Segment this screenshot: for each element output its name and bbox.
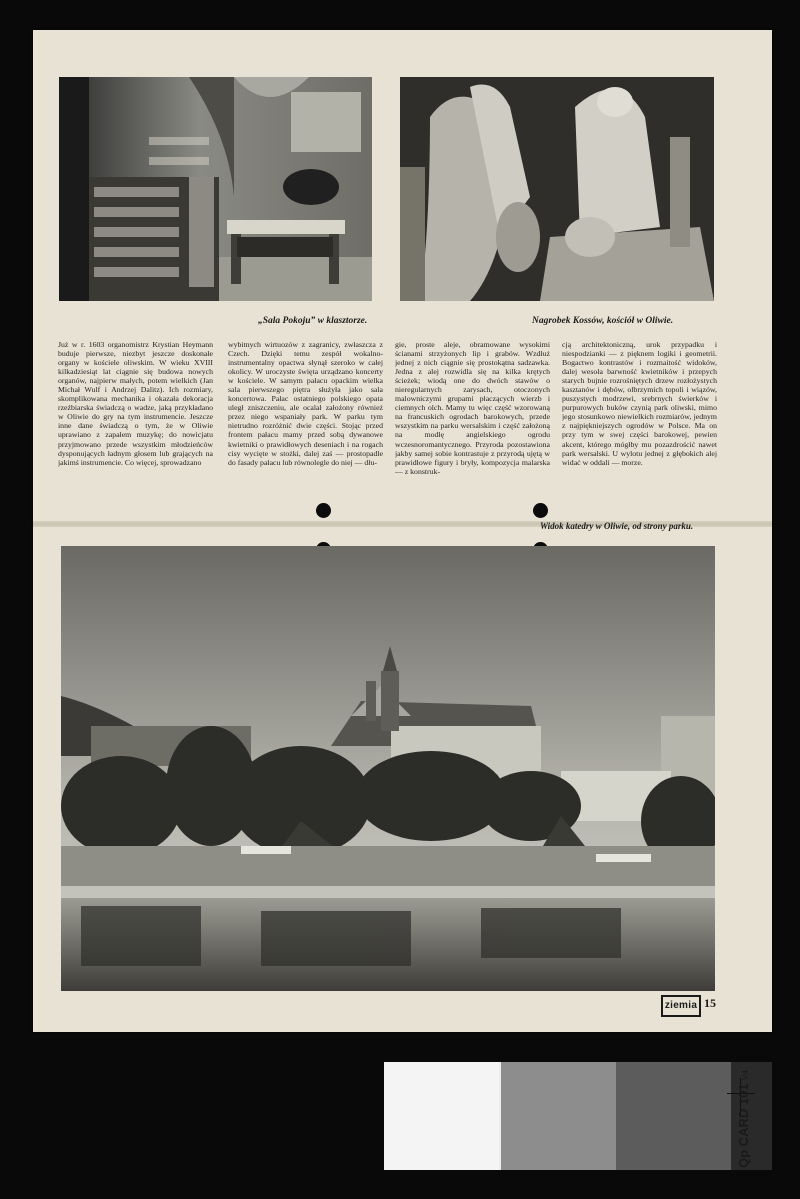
article-column-4: cją architektoniczną, urok przypadku i niespodzianki — z pięknem logiki i geometrii. Bogactwo kontrastów i rozmaitość widoków, dalej wesoła barwność kwietników i przepych starych bujnie rozrośniętych drzew rozłożystych kasztanów i dębów, olbrzymich topoli i wiązów, puszystych modrzewi, srebrnych świerków i purpurowych buków czynią park oliwski, mimo jego stosunkowo niewielkich rozmiarów, jednym z najpiękniejszych ogrodów w Polsce. Ma on przy tym w swej części barokowej, pewien akcent, którego mógłby mu pozazdrościć nawet park wersalski. U wylotu jednej z głębokich alej widać w oddali — morze. <box>562 340 717 467</box>
punch-hole <box>316 503 331 518</box>
card-name: CARD 101 <box>736 1083 751 1147</box>
photo-nagrobek-kossow <box>400 77 714 301</box>
photo-sala-pokoju <box>59 77 372 301</box>
article-column-1: Już w r. 1603 organomistrz Krystian Heymann buduje pierwsze, niezbyt jeszcze doskonałe organy w kościele oliwskim. W wieku XVIII kilkadziesiąt lat ciągnie się budowa nowych organów, najpierw małych, potem wielkich (Jan Michał Wulf i Andrzej Dalitz). Ich rozmiary, skomplikowana mechanika i okazała dekoracja rzeźbiarska świadczą o wadze, jaką przykładano w Oliwie do gry na tym instrumencie. Jeszcze inne dane świadczą o tym, że w Oliwie uprawiano z zapałem muzykę; do nowicjatu przyjmowano przede wszystkim młodzieńców dysponujących ładnym głosem lub grających na jakimś instrumencie. Co więcej, sprowadzano <box>58 340 213 467</box>
card-brand: Qp <box>736 1149 751 1168</box>
article-column-2: wybitnych wirtuozów z zagranicy, zwłaszcza z Czech. Dzięki temu zespół wokalno-instrumentalny opactwa słynął szeroko w całej okolicy. W uroczyste święta urządzano koncerty w kościele. W samym pałacu opackim wielka sala pierwszego piętra służyła jako sala koncertowa. Pałac ostatniego polskiego opata uległ zniszczeniu, ale ocalał założony również przez niego wspaniały park. W parku tym nietrudno rozróżnić dwie części. Stojąc przed frontem pałacu mamy przed sobą dywanowe kwietniki o prawidłowych deseniach i na rogach cisy wycięte w stożki, dalej zaś — prostopadle do fasady pałacu lub równolegle do niej — dłu- <box>228 340 383 467</box>
punch-hole <box>533 503 548 518</box>
ziemia-logo: ziemia <box>661 995 701 1017</box>
card-version: V4 <box>741 1070 750 1080</box>
color-calibration-card <box>384 1062 772 1170</box>
card-label <box>736 1070 751 1168</box>
photo-katedra-oliwa <box>61 546 715 991</box>
swatch-dark-grey <box>616 1062 731 1170</box>
swatch-white <box>384 1062 499 1170</box>
caption-nagrobek-kossow: Nagrobek Kossów, kościół w Oliwie. <box>532 316 674 326</box>
caption-sala-pokoju: „Sala Pokoju” w klasztorze. <box>258 316 368 326</box>
swatch-light-grey <box>501 1062 616 1170</box>
caption-katedra: Widok katedry w Oliwie, od strony parku. <box>540 521 694 531</box>
article-column-3: gie, proste aleje, obramowane wysokimi ścianami strzyżonych lip i grabów. Wzdłuż jednej z nich ciągnie się prostokątna sadzawka. Jedna z alej rozwidla się na kilka krętych ścieżek; wiodą one do dwóch stawów o nieregularnych zarysach, otoczonych malowniczymi grupami płaczących wierzb i ciemnych olch. Mamy tu więc część wzorowaną na francuskich ogrodach barokowych, przede wszystkim na parku wersalskim i część założoną na modłę angielskiego ogrodu wczesnoromantycznego. Przyroda pozostawiona jakby samej sobie kontrastuje z przyrodą ujętą w prawidłowe figury i bryły, kompozycja malarska — z konstruk- <box>395 340 550 476</box>
page-number: 15 <box>704 996 716 1010</box>
